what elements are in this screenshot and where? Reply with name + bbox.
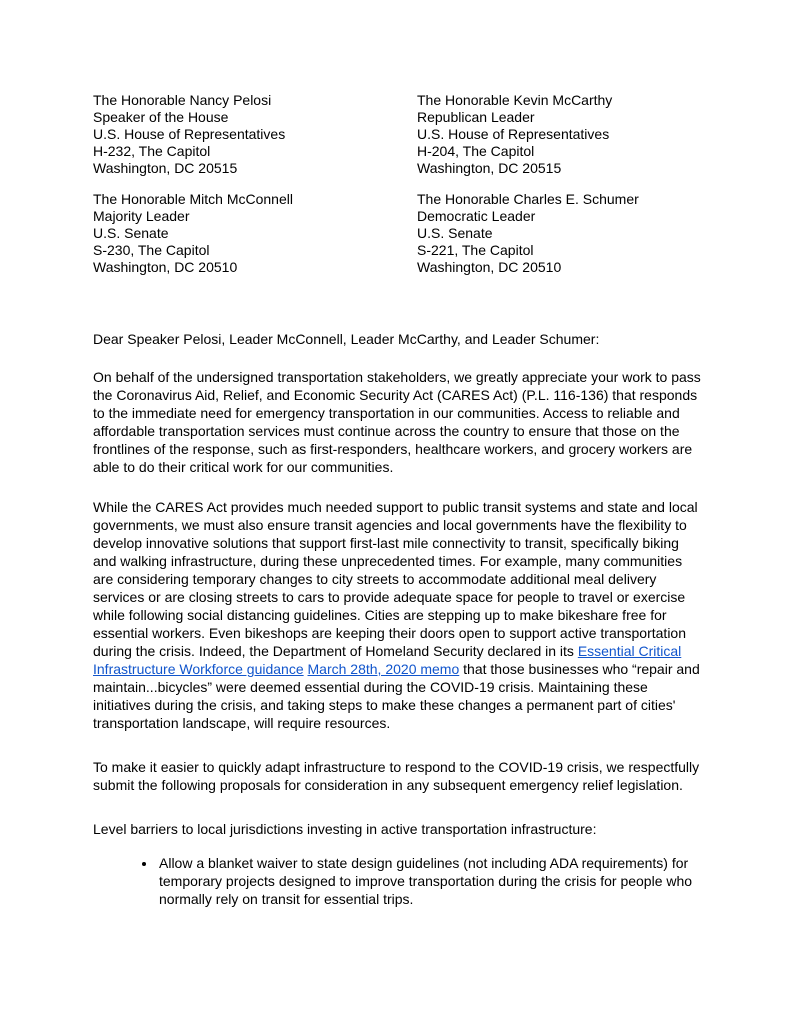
recipient-address-blocks — [93, 92, 703, 276]
address-line: Republican Leader — [417, 109, 535, 125]
body-paragraph — [93, 368, 705, 476]
address-line: The Honorable Nancy Pelosi — [93, 92, 272, 108]
address-line: U.S. Senate — [93, 225, 169, 241]
salutation: Dear Speaker Pelosi, Leader McConnell, Leader McCarthy, and Leader Schumer: — [93, 331, 600, 347]
address-line: H-232, The Capitol — [93, 143, 211, 159]
address-block — [93, 92, 417, 177]
section-heading: Level barriers to local jurisdictions investing in active transportation infrastructure: — [93, 821, 597, 837]
march-28-2020-memo-link[interactable]: March 28th, 2020 memo — [307, 661, 460, 677]
paragraph-text: While the CARES Act provides much needed support to public transit systems and state and local governments, we must also ensure transit agencies and local governments have the flexibility to develop innovative solutions that support first-last mile connectivity to transit, specifically biking and walking infrastructure, during these unprecedented times. For example, many communities are considering temporary changes to city streets to accommodate additional meal delivery services or are closing streets to cars to provide adequate space for people to travel or exercise while following social distancing guidelines. Cities are stepping up to make bikeshare free for essential workers. Even bikeshops are keeping their doors open to support active transportation during the crisis. Indeed, the Department of Homeland Security declared in its — [93, 499, 698, 659]
address-line: Washington, DC 20515 — [417, 160, 562, 176]
address-line: Majority Leader — [93, 208, 190, 224]
paragraph-text: To make it easier to quickly adapt infrastructure to respond to the COVID-19 crisis, we respectfully submit the following proposals for consideration in any subsequent emergency relief legislation. — [93, 759, 700, 793]
bullet-item: • Allow a blanket waiver to state design guidelines (not including ADA requirements) for temporary projects designed to improve transportation during the crisis for people who normally rely on transit for essential trips. — [157, 854, 705, 908]
bullet-list — [93, 854, 705, 908]
address-line: Washington, DC 20510 — [417, 259, 562, 275]
paragraph-text: On behalf of the undersigned transportation stakeholders, we greatly appreciate your work to pass the Coronavirus Aid, Relief, and Economic Security Act (CARES Act) (P.L. 116-136) that responds to the immediate need for emergency transportation in our communities. Access to reliable and affordable transportation services must continue across the country to ensure that those on the frontlines of the response, such as first-responders, healthcare workers, and grocery workers are able to do their critical work for our communities. — [93, 369, 701, 475]
paragraph-text: that those businesses who “repair and maintain...bicycles” were deemed essential during the COVID-19 crisis. Maintaining these initiatives during the crisis, and taking steps to make these changes a permanent part of cities' transportation landscape, will require resources. — [93, 661, 700, 731]
address-line: Democratic Leader — [417, 208, 536, 224]
address-block — [417, 191, 703, 276]
address-line: U.S. House of Representatives — [93, 126, 286, 142]
letter-body — [93, 368, 703, 794]
body-paragraph — [93, 758, 705, 794]
address-line: The Honorable Charles E. Schumer — [417, 191, 639, 207]
address-line: Speaker of the House — [93, 109, 229, 125]
address-line: U.S. Senate — [417, 225, 493, 241]
address-block — [93, 191, 417, 276]
address-block — [417, 92, 703, 177]
address-line: S-230, The Capitol — [93, 242, 210, 258]
address-line: Washington, DC 20515 — [93, 160, 238, 176]
address-line: S-221, The Capitol — [417, 242, 534, 258]
address-line: The Honorable Mitch McConnell — [93, 191, 293, 207]
address-line: Washington, DC 20510 — [93, 259, 238, 275]
essential-critical-infrastructure-workforce-guidance-link[interactable]: Essential Critical Infrastructure Workforce guidance — [93, 643, 682, 677]
address-line: The Honorable Kevin McCarthy — [417, 92, 613, 108]
address-line: U.S. House of Representatives — [417, 126, 610, 142]
body-paragraph — [93, 498, 705, 732]
address-line: H-204, The Capitol — [417, 143, 535, 159]
